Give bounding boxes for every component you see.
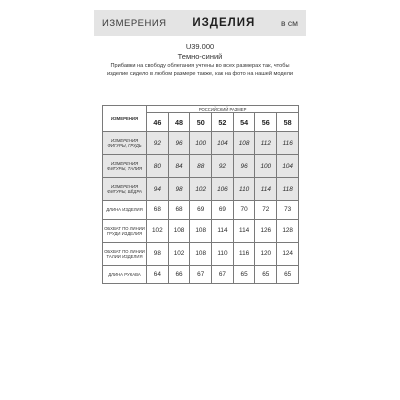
table-cell: 67	[190, 265, 212, 284]
size-header-cell: 56	[255, 113, 277, 132]
table-cell: 69	[190, 201, 212, 220]
color-name: Темно-синий	[177, 52, 223, 61]
header-unit-text: в см	[281, 18, 298, 28]
header-band	[94, 10, 306, 36]
table-row	[103, 132, 299, 155]
row-label: ДЛИНА РУКАВА	[103, 265, 147, 284]
article-number: U39.000	[185, 42, 215, 51]
header-measure-text: ИЗМЕРЕНИЯ	[102, 17, 167, 29]
table-cell: 65	[233, 265, 255, 284]
table-cell: 106	[212, 178, 234, 201]
table-cell: 100	[255, 155, 277, 178]
size-header-cell: 52	[212, 113, 234, 132]
table-cell: 108	[233, 132, 255, 155]
header-item-text: ИЗДЕЛИЯ	[192, 17, 256, 29]
table-cell: 108	[190, 219, 212, 242]
table-cell: 126	[255, 219, 277, 242]
table-cell: 102	[190, 178, 212, 201]
table-cell: 108	[168, 219, 190, 242]
size-header-cell: 48	[168, 113, 190, 132]
table-cell: 73	[277, 201, 299, 220]
row-label: ОБХВАТ ПО ЛИНИИ ТАЛИИ ИЗДЕЛИЯ	[103, 242, 147, 265]
table-cell: 65	[255, 265, 277, 284]
table-cell: 104	[212, 132, 234, 155]
table-cell: 66	[168, 265, 190, 284]
table-cell: 80	[147, 155, 169, 178]
row-label: ИЗМЕРЕНИЯ ФИГУРЫ, ТАЛИЯ	[103, 155, 147, 178]
table-cell: 88	[190, 155, 212, 178]
table-cell: 114	[255, 178, 277, 201]
fit-note: Прибавки на свободу облегания учтены во всех размерах так, чтобы изделие сидело в любом размере также, как на фото на нашей модели	[107, 63, 293, 77]
table-cell: 102	[147, 219, 169, 242]
row-label: ИЗМЕРЕНИЯ ФИГУРЫ, БЁДРА	[103, 178, 147, 201]
table-cell: 110	[212, 242, 234, 265]
table-cell: 92	[212, 155, 234, 178]
size-table	[102, 105, 299, 284]
table-cell: 96	[168, 132, 190, 155]
table-cell: 65	[277, 265, 299, 284]
corner-label: ИЗМЕРЕНИЯ	[103, 106, 147, 132]
table-cell: 102	[168, 242, 190, 265]
size-header-cell: 58	[277, 113, 299, 132]
table-cell: 112	[255, 132, 277, 155]
size-group-label: РОССИЙСКИЙ РАЗМЕР	[147, 106, 299, 113]
table-cell: 92	[147, 132, 169, 155]
table-cell: 124	[277, 242, 299, 265]
table-row	[103, 178, 299, 201]
size-header-cell: 46	[147, 113, 169, 132]
table-cell: 84	[168, 155, 190, 178]
table-cell: 118	[277, 178, 299, 201]
table-cell: 72	[255, 201, 277, 220]
size-header-cell: 50	[190, 113, 212, 132]
table-cell: 114	[233, 219, 255, 242]
table-row	[103, 265, 299, 284]
table-cell: 120	[255, 242, 277, 265]
row-label: ИЗМЕРЕНИЯ ФИГУРЫ, ГРУДЬ	[103, 132, 147, 155]
table-cell: 96	[233, 155, 255, 178]
table-cell: 64	[147, 265, 169, 284]
table-row	[103, 201, 299, 220]
table-cell: 98	[168, 178, 190, 201]
table-cell: 100	[190, 132, 212, 155]
table-cell: 68	[147, 201, 169, 220]
table-row	[103, 242, 299, 265]
table-cell: 69	[212, 201, 234, 220]
table-cell: 128	[277, 219, 299, 242]
table-row	[103, 219, 299, 242]
table-cell: 114	[212, 219, 234, 242]
table-cell: 70	[233, 201, 255, 220]
table-cell: 108	[190, 242, 212, 265]
table-body	[103, 132, 299, 284]
table-cell: 94	[147, 178, 169, 201]
table-cell: 104	[277, 155, 299, 178]
table-cell: 116	[233, 242, 255, 265]
row-label: ОБХВАТ ПО ЛИНИИ ГРУДИ ИЗДЕЛИЯ	[103, 219, 147, 242]
size-header-cell: 54	[233, 113, 255, 132]
row-label: ДЛИНА ИЗДЕЛИЯ	[103, 201, 147, 220]
table-cell: 116	[277, 132, 299, 155]
table-row	[103, 155, 299, 178]
table-cell: 110	[233, 178, 255, 201]
size-chart-page	[94, 10, 306, 390]
table-cell: 68	[168, 201, 190, 220]
table-cell: 98	[147, 242, 169, 265]
table-cell: 67	[212, 265, 234, 284]
